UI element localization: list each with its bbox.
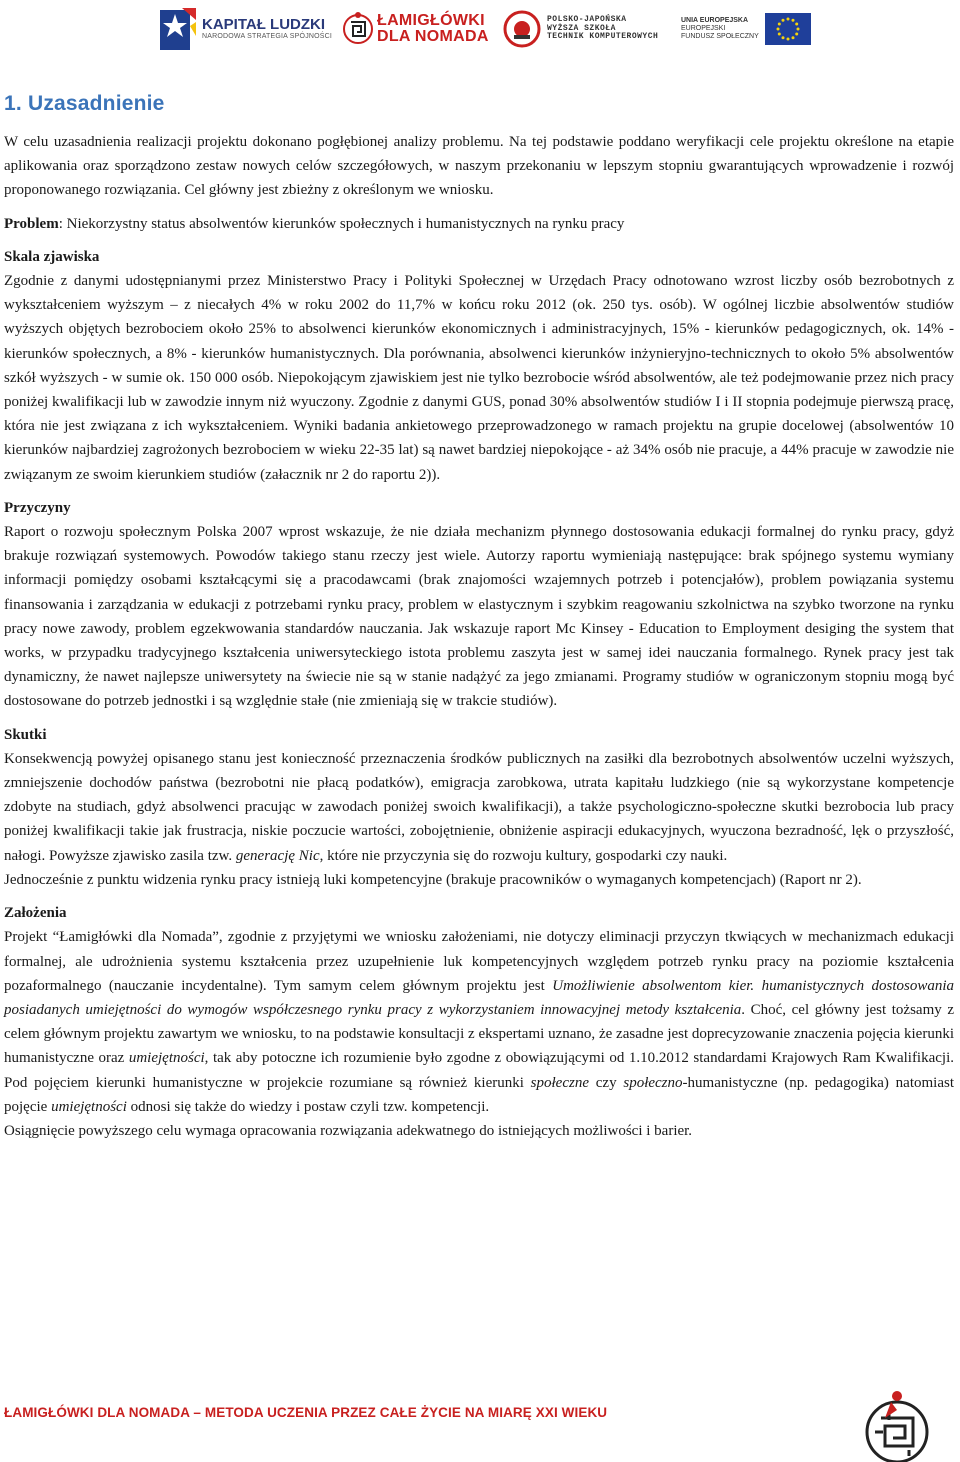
zalozenia-em-5: umiejętności [51,1098,127,1115]
problem-label: Problem [4,215,59,232]
zalozenia-paragraph-2: Osiągnięcie powyższego celu wymaga opracowania rozwiązania adekwatnego do istniejących możliwości i barier. [4,1122,693,1139]
eu-flag-icon [765,13,811,45]
kapital-ludzki-star-icon [160,6,196,52]
skala-title: Skala zjawiska [4,248,100,265]
problem-paragraph [4,212,954,236]
document-body [4,88,954,1143]
zalozenia-text-e: -humanistyczne (np. pedagogika) natomiast pojęcie [4,1074,954,1115]
pjwstk-emblem-icon [503,10,541,48]
zalozenia-text-c: , tak aby potoczne ich rozumienie było zgodne z obowiązującymi od 1.10.2012 standardami Krajowych Ram Kwalifikacji. Pod pojęciem kierunki humanistyczne w projekcie rozumiane są również kierunki [4,1050,955,1091]
zalozenia-title: Założenia [4,905,67,922]
zalozenia-text-f: odnosi się także do wiedzy i postaw czyli tzw. kompetencji. [126,1098,490,1115]
pjwstk-line3: TECHNIK KOMPUTEROWYCH [547,32,659,42]
lamiglowki-title-line2: DLA NOMADA [377,28,489,45]
zalozenia-paragraph [4,925,954,1119]
zalozenia-text-a: Projekt “Łamigłówki dla Nomada”, zgodnie z przyjętymi we wniosku założeniami, nie dotyczy eliminacji przyczyn tkwiących w mechanizmach edukacji formalnej, ale udrożnienia systemu kształcenia przez uzupełnienie luk kompetencyjnych względem potrzeb rynku pracy na poziomie kształcenia pozaformalnego (nauczanie incydentalne). Tym samym celem głównym projektu jest [4,929,954,994]
przyczyny-title: Przyczyny [4,499,71,516]
zalozenia-em-2: umiejętności [128,1050,205,1067]
kapital-ludzki-logo [160,4,332,54]
skala-paragraph: Zgodnie z danymi udostępnianymi przez Ministerstwo Pracy i Polityki Społecznej w Urzędach Pracy odnotowano wzrost liczby osób bezrobotnych z wykształceniem wyższym – z niecałych 4% w roku 2002 do 11,7% w końcu roku 2012 (ok. 250 tys. osób). W ogólnej liczbie absolwentów studiów wyższych objętych bezrobociem około 25% to absolwenci kierunków ekonomicznych i administracyjnych, 15% - kierunków pedagogicznych, ok. 14% - kierunków społecznych, a 8% - kierunków humanistycznych. Dla porównania, absolwenci kierunków inżynieryjno-technicznych to około 5% absolwentów szkół wyższych - w sumie ok. 150 000 osób. Niepokojącym zjawiskiem jest nie tylko bezrobocie wśród absolwentów, ale też podejmowanie przez nich pracy poniżej kwalifikacji lub w zawodzie innym niż wyuczony. Zgodnie z danymi GUS, ponad 30% absolwentów studiów I i II stopnia podejmuje pierwszą pracę, która nie jest związana z ich wykształceniem. Wyniki badania ankietowego przeprowadzonego w ramach projektu na grupie docelowej (absolwentów 10 kierunków najbardziej zagrożonych bezrobociem w wieku 22-35 lat) są nawet bardziej niepokojące - aż 34% osób nie pracuje, a 44% pracuje w zawodzie nie związanym ze swoim kierunkiem studiów (załacznik nr 2 do raportu 2)). [4,273,954,483]
zalozenia-text-d: czy [589,1074,624,1091]
zalozenia-em-4: społeczno [623,1074,683,1091]
lamiglowki-title-line1: ŁAMIGŁÓWKI [377,12,485,29]
problem-text: : Niekorzystny status absolwentów kierunków społecznych i humanistycznych na rynku pracy [58,215,625,232]
skutki-text-em: generację Nic [235,847,320,864]
lamiglowki-logo [343,4,489,54]
lamiglowki-maze-icon [343,10,373,48]
eu-logo [681,4,811,54]
lamiglowki-footer-maze-icon [855,1388,935,1462]
eu-line3: FUNDUSZ SPOŁECZNY [681,32,759,40]
skutki-text-b: , które nie przyczynia się do rozwoju kultury, gospodarki czy nauki. [319,847,728,864]
skutki-paragraph-2: Jednocześnie z punktu widzenia rynku pracy istnieją luki kompetencyjne (brakuje pracowników o wymaganych kompetencjach) (Raport nr 2). [4,871,862,888]
skutki-text-a: Konsekwencją powyżej opisanego stanu jest konieczność przeznaczenia środków publicznych na zasiłki dla bezrobotnych absolwentów uczelni wyższych, zmniejszenie dochodów państwa (bezrobotni nie płacą podatków), emigracja zarobkowa, utrata kapitału ludzkiego (nie są wykorzystane kompetencje zdobyte na studiach, gdyż absolwenci pracując w zawodach poniżej swoich kwalifikacji), a także psychologiczno-społeczne skutki bezrobocia lub pracy poniżej kwalifikacji takie jak frustracja, niskie poczucie wartości, zobojętnienie, obniżenie aspiracji edukacyjnych, wyuczona bezradność, lęk o przyszłość, nałogi. Powyższe zjawisko zasila tzw. [4,750,954,864]
pjwstk-line2: WYŻSZA SZKOŁA [547,23,616,33]
skutki-title: Skutki [4,726,47,743]
pjwstk-logo [503,4,658,54]
pjwstk-line1: POLSKO-JAPOŃSKA [547,15,627,25]
header-logos [0,0,960,62]
zalozenia-goal-em: Umożliwienie absolwentom kier. humanistycznych dostosowania posiadanych umiejętności do wymogów współczesnego rynku pracy z wykorzystaniem innowacyjnej metody kształcenia [4,977,955,1018]
kapital-ludzki-title: KAPITAŁ LUDZKI [202,16,326,34]
eu-line2: EUROPEJSKI [681,25,726,33]
eu-line1: UNIA EUROPEJSKA [681,17,749,25]
skutki-paragraph [4,747,954,868]
section-heading: 1. Uzasadnienie [4,92,165,115]
kapital-ludzki-subtitle: NARODOWA STRATEGIA SPÓJNOŚCI [202,33,333,41]
intro-paragraph: W celu uzasadnienia realizacji projektu dokonano pogłębionej analizy problemu. Na tej podstawie poddano weryfikacji cele projektu określone na etapie aplikowania oraz sporządzono zestaw nowych celów szczegółowych, w naszym przekonaniu w lepszym stopniu gwarantujących wprowadzenie i rozwój proponowanego rozwiązania. Cel główny jest zbieżny z określonym we wniosku. [4,134,954,199]
zalozenia-text-b: . Choć, cel główny jest tożsamy z celem głównym projektu zawartym we wniosku, to na podstawie konsultacji z ekspertami uznano, że zasadne jest doprecyzowanie znaczenia pojęcia kierunki humanistyczne oraz [4,1001,954,1067]
zalozenia-em-3: społeczne [530,1074,589,1091]
przyczyny-paragraph: Raport o rozwoju społecznym Polska 2007 wprost wskazuje, że nie działa mechanizm płynnego dostosowania edukacji formalnej do rynku pracy, gdyż brakuje rozwiązań systemowych. Powodów takiego stanu rzeczy jest wiele. Autorzy raportu wymieniają następujące: brak spójnego systemu wymiany informacji pomiędzy osobami kształcącymi się a pracodawcami (brak znajomości wzajemnych potrzeb i potencjałów), problem powiązania systemu finansowania i zarządzania w edukacji z potrzebami rynku pracy, problem w elastycznym i szybkim reagowaniu szkolnictwa na szybko tworzone na rynku pracy nowe zawody, problem egzekwowania standardów nauczania. Jak wskazuje raport Mc Kinsey - Education to Employment desiging the system that works, w przypadku tradycyjnego kształcenia uniwersyteckiego istota problemu zaszyta jest w samej idei nauczania formalnego. Rynek pracy jest tak dynamiczny, że nawet najlepsze uniwersytety na świecie nie są w stanie nadążyć za jego zmianami. Programy studiów w ograniczonym stopniu mogą być dostosowane do potrzeb jednostki i są względnie stałe (nie zmieniają się w trakcie studiów). [4,524,954,710]
footer-text: ŁAMIGŁÓWKI DLA NOMADA – METODA UCZENIA PRZEZ CAŁE ŻYCIE NA MIARĘ XXI WIEKU [4,1405,608,1420]
